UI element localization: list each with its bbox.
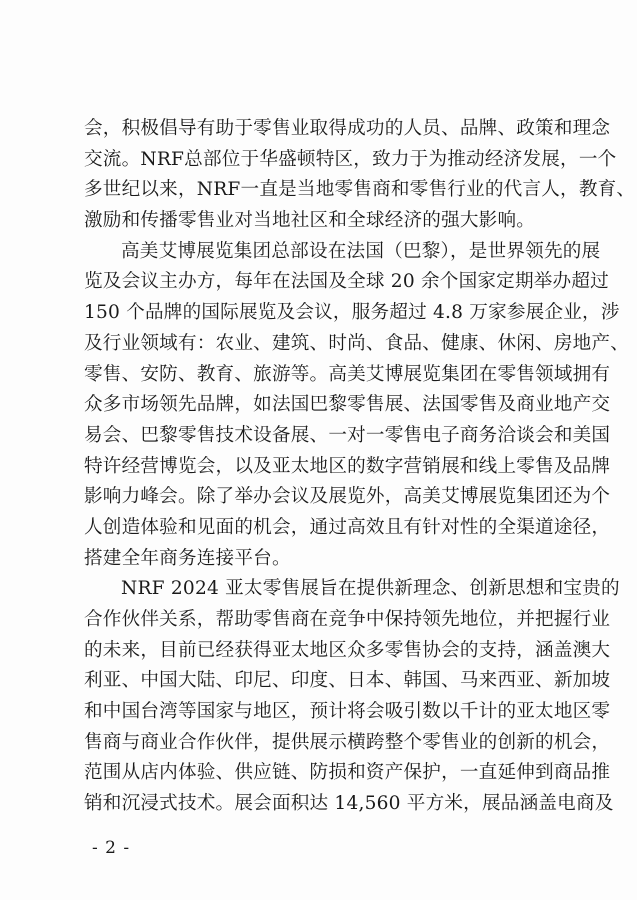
paragraph-comexposium [84,237,630,575]
paragraph-nrf-2024-apac [84,574,620,820]
text-line: 交流。NRF总部位于华盛顿特区，致力于为推动经济发展，一个 [84,148,617,170]
text-line: 览及会议主办方，每年在法国及全球 20 余个国家定期举办超过 [84,271,609,293]
text-line: 影响力峰会。除了举办会议及展览外，高美艾博展览集团还为个 [84,486,611,508]
paragraph-nrf-intro-continued [84,114,636,237]
text-line: 特许经营博览会，以及亚太地区的数字营销展和线上零售及品牌 [84,455,611,477]
text-line: 销和沉浸式技术。展会面积达 14,560 平方米，展品涵盖电商及 [84,793,614,815]
text-line: 会，积极倡导有助于零售业取得成功的人员、品牌、政策和理念 [84,118,611,139]
page-number: - 2 - [92,838,131,858]
document-body [84,114,636,820]
text-line: 零售、安防、教育、旅游等。高美艾博展览集团在零售领域拥有 [84,363,611,385]
text-line: 多世纪以来，NRF一直是当地零售商和零售行业的代言人，教育、 [84,179,636,201]
text-line: 人创造体验和见面的机会，通过高效且有针对性的全渠道途径， [84,516,611,538]
text-line: 合作伙伴关系，帮助零售商在竞争中保持领先地位，并把握行业 [84,609,611,630]
text-line: 和中国台湾等国家与地区，预计将会吸引数以千计的亚太地区零 [84,701,611,723]
text-line: 售商与商业合作伙伴，提供展示横跨整个零售业的创新的机会， [84,731,611,753]
text-line: 激励和传播零售业对当地社区和全球经济的强大影响。 [84,210,536,232]
text-line: 高美艾博展览集团总部设在法国（巴黎），是世界领先的展 [121,240,601,262]
text-line: 及行业领域有：农业、建筑、时尚、食品、健康、休闲、房地产、 [84,332,630,354]
text-line: 范围从店内体验、供应链、防损和资产保护，一直延伸到商品推 [84,762,611,784]
text-line: 易会、巴黎零售技术设备展、一对一零售电子商务洽谈会和美国 [84,424,611,446]
text-line: 的未来，目前已经获得亚太地区众多零售协会的支持，涵盖澳大 [84,639,611,661]
text-line: 利亚、中国大陆、印尼、印度、日本、韩国、马来西亚、新加坡 [84,670,611,692]
text-line: 150 个品牌的国际展览及会议，服务超过 4.8 万家参展企业，涉 [84,302,620,324]
text-line: NRF 2024 亚太零售展旨在提供新理念、创新思想和宝贵的 [121,578,620,600]
text-line: 搭建全年商务连接平台。 [84,547,291,569]
text-line: 众多市场领先品牌，如法国巴黎零售展、法国零售及商业地产交 [84,394,611,416]
